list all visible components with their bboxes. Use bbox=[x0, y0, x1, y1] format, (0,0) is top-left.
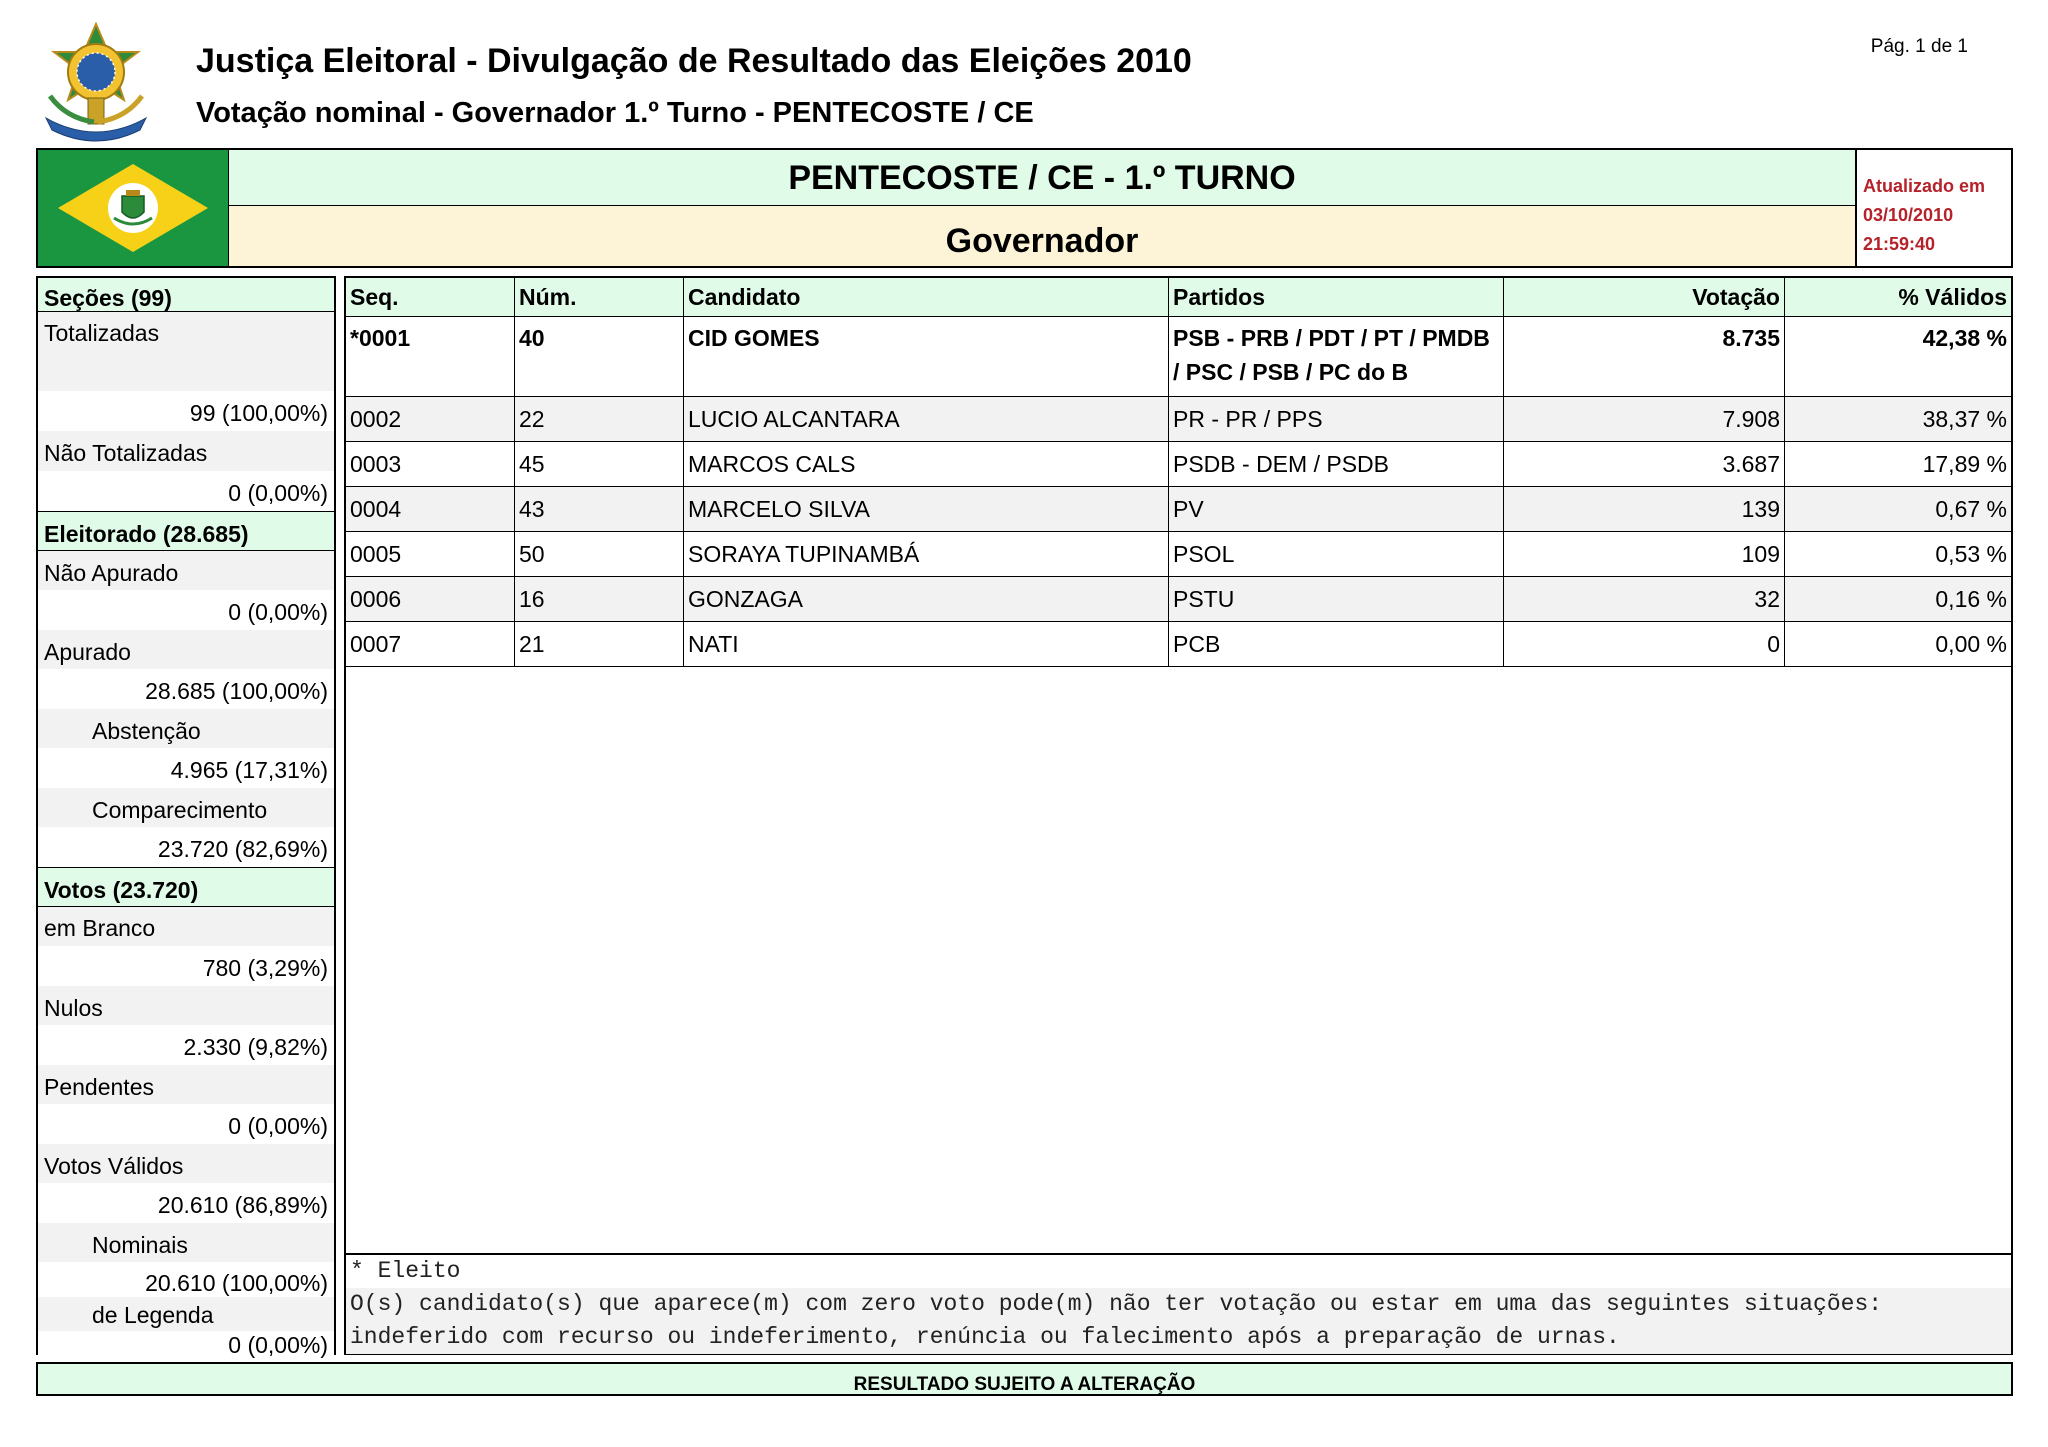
cell-candidato: CID GOMES bbox=[684, 317, 1169, 397]
cell-votacao: 32 bbox=[1504, 577, 1785, 622]
cell-num: 40 bbox=[515, 317, 684, 397]
cell-seq: 0007 bbox=[346, 622, 515, 667]
comparecimento-label: Comparecimento bbox=[38, 788, 334, 827]
table-row bbox=[346, 577, 2011, 622]
table-row bbox=[346, 317, 2011, 397]
votos-validos-value: 20.610 (86,89%) bbox=[38, 1183, 334, 1223]
ceara-flag-icon bbox=[38, 150, 228, 266]
panel-divider bbox=[334, 276, 344, 1355]
note-zero-votes: O(s) candidato(s) que aparece(m) com zero voto pode(m) não ter votação ou estar em uma das seguintes situações: bbox=[346, 1288, 2011, 1321]
cell-seq: 0002 bbox=[346, 397, 515, 442]
cell-partidos: PSOL bbox=[1169, 532, 1504, 577]
results-banner bbox=[36, 148, 2013, 268]
updated-label: Atualizado em bbox=[1863, 176, 1986, 196]
brasao-seal-icon bbox=[36, 22, 156, 144]
results-panel bbox=[344, 276, 2013, 1355]
cell-votacao: 7.908 bbox=[1504, 397, 1785, 442]
cell-votacao: 139 bbox=[1504, 487, 1785, 532]
table-row bbox=[346, 487, 2011, 532]
summary-panel bbox=[36, 276, 334, 1358]
cell-partidos: PSB - PRB / PDT / PT / PMDB / PSC / PSB / PC do B bbox=[1169, 317, 1504, 397]
legenda-label: de Legenda bbox=[38, 1297, 334, 1331]
branco-value: 780 (3,29%) bbox=[38, 946, 334, 986]
abstencao-value: 4.965 (17,31%) bbox=[38, 748, 334, 788]
nominais-value: 20.610 (100,00%) bbox=[38, 1262, 334, 1297]
cell-seq: 0003 bbox=[346, 442, 515, 487]
footer-disclaimer: RESULTADO SUJEITO A ALTERAÇÃO bbox=[36, 1362, 2013, 1396]
cell-validos: 17,89 % bbox=[1785, 442, 2012, 487]
updated-timestamp bbox=[1855, 150, 2011, 266]
cell-candidato: MARCELO SILVA bbox=[684, 487, 1169, 532]
cell-votacao: 8.735 bbox=[1504, 317, 1785, 397]
cell-partidos: PR - PR / PPS bbox=[1169, 397, 1504, 442]
banner-office-title: Governador bbox=[228, 206, 1855, 266]
abstencao-label: Abstenção bbox=[38, 709, 334, 748]
cell-validos: 0,16 % bbox=[1785, 577, 2012, 622]
cell-num: 21 bbox=[515, 622, 684, 667]
col-num: Núm. bbox=[515, 278, 684, 317]
note-elected: * Eleito bbox=[350, 1258, 461, 1284]
cell-partidos: PCB bbox=[1169, 622, 1504, 667]
nao-totalizadas-value: 0 (0,00%) bbox=[38, 471, 334, 511]
pendentes-value: 0 (0,00%) bbox=[38, 1104, 334, 1144]
table-row bbox=[346, 532, 2011, 577]
cell-votacao: 109 bbox=[1504, 532, 1785, 577]
cell-candidato: NATI bbox=[684, 622, 1169, 667]
col-seq: Seq. bbox=[346, 278, 515, 317]
footnotes bbox=[346, 1253, 2011, 1353]
totalizadas-label: Totalizadas bbox=[38, 312, 334, 391]
nao-totalizadas-label: Não Totalizadas bbox=[38, 431, 334, 471]
cell-partidos: PSDB - DEM / PSDB bbox=[1169, 442, 1504, 487]
cell-partidos: PSTU bbox=[1169, 577, 1504, 622]
votos-validos-label: Votos Válidos bbox=[38, 1144, 334, 1183]
votos-header: Votos (23.720) bbox=[38, 867, 334, 907]
cell-votacao: 0 bbox=[1504, 622, 1785, 667]
cell-validos: 0,00 % bbox=[1785, 622, 2012, 667]
cell-num: 50 bbox=[515, 532, 684, 577]
cell-candidato: SORAYA TUPINAMBÁ bbox=[684, 532, 1169, 577]
updated-time: 21:59:40 bbox=[1863, 234, 1936, 254]
apurado-label: Apurado bbox=[38, 630, 334, 669]
cell-candidato: GONZAGA bbox=[684, 577, 1169, 622]
legenda-value: 0 (0,00%) bbox=[38, 1331, 334, 1355]
note-situations: indeferido com recurso ou indeferimento, renúncia ou falecimento após a preparação de urnas. bbox=[346, 1321, 2011, 1354]
nao-apurado-value: 0 (0,00%) bbox=[38, 590, 334, 630]
cell-num: 43 bbox=[515, 487, 684, 532]
banner-place-title: PENTECOSTE / CE - 1.º TURNO bbox=[228, 150, 1855, 206]
cell-validos: 0,53 % bbox=[1785, 532, 2012, 577]
col-partidos: Partidos bbox=[1169, 278, 1504, 317]
cell-seq: 0006 bbox=[346, 577, 515, 622]
branco-label: em Branco bbox=[38, 907, 334, 946]
table-row bbox=[346, 442, 2011, 487]
totalizadas-value: 99 (100,00%) bbox=[38, 391, 334, 431]
cell-validos: 0,67 % bbox=[1785, 487, 2012, 532]
cell-seq: 0005 bbox=[346, 532, 515, 577]
comparecimento-value: 23.720 (82,69%) bbox=[38, 827, 334, 867]
col-validos: % Válidos bbox=[1785, 278, 2012, 317]
cell-validos: 38,37 % bbox=[1785, 397, 2012, 442]
cell-num: 45 bbox=[515, 442, 684, 487]
table-row bbox=[346, 397, 2011, 442]
table-row bbox=[346, 622, 2011, 667]
page-subtitle: Votação nominal - Governador 1.º Turno - PENTECOSTE / CE bbox=[196, 97, 1034, 129]
cell-num: 22 bbox=[515, 397, 684, 442]
cell-validos: 42,38 % bbox=[1785, 317, 2012, 397]
table-header-row bbox=[346, 278, 2011, 317]
candidates-table bbox=[346, 278, 2011, 667]
cell-candidato: MARCOS CALS bbox=[684, 442, 1169, 487]
cell-votacao: 3.687 bbox=[1504, 442, 1785, 487]
col-votacao: Votação bbox=[1504, 278, 1785, 317]
cell-seq: 0004 bbox=[346, 487, 515, 532]
page-number: Pág. 1 de 1 bbox=[1870, 36, 1968, 57]
cell-num: 16 bbox=[515, 577, 684, 622]
page-title: Justiça Eleitoral - Divulgação de Resultado das Eleições 2010 bbox=[196, 42, 1192, 80]
nulos-label: Nulos bbox=[38, 986, 334, 1025]
nao-apurado-label: Não Apurado bbox=[38, 551, 334, 590]
eleitorado-header: Eleitorado (28.685) bbox=[38, 511, 334, 551]
updated-date: 03/10/2010 bbox=[1863, 205, 1954, 225]
secoes-header: Seções (99) bbox=[38, 278, 334, 312]
apurado-value: 28.685 (100,00%) bbox=[38, 669, 334, 709]
nominais-label: Nominais bbox=[38, 1223, 334, 1262]
pendentes-label: Pendentes bbox=[38, 1065, 334, 1104]
cell-seq: *0001 bbox=[346, 317, 515, 397]
col-candidato: Candidato bbox=[684, 278, 1169, 317]
cell-partidos: PV bbox=[1169, 487, 1504, 532]
nulos-value: 2.330 (9,82%) bbox=[38, 1025, 334, 1065]
cell-candidato: LUCIO ALCANTARA bbox=[684, 397, 1169, 442]
